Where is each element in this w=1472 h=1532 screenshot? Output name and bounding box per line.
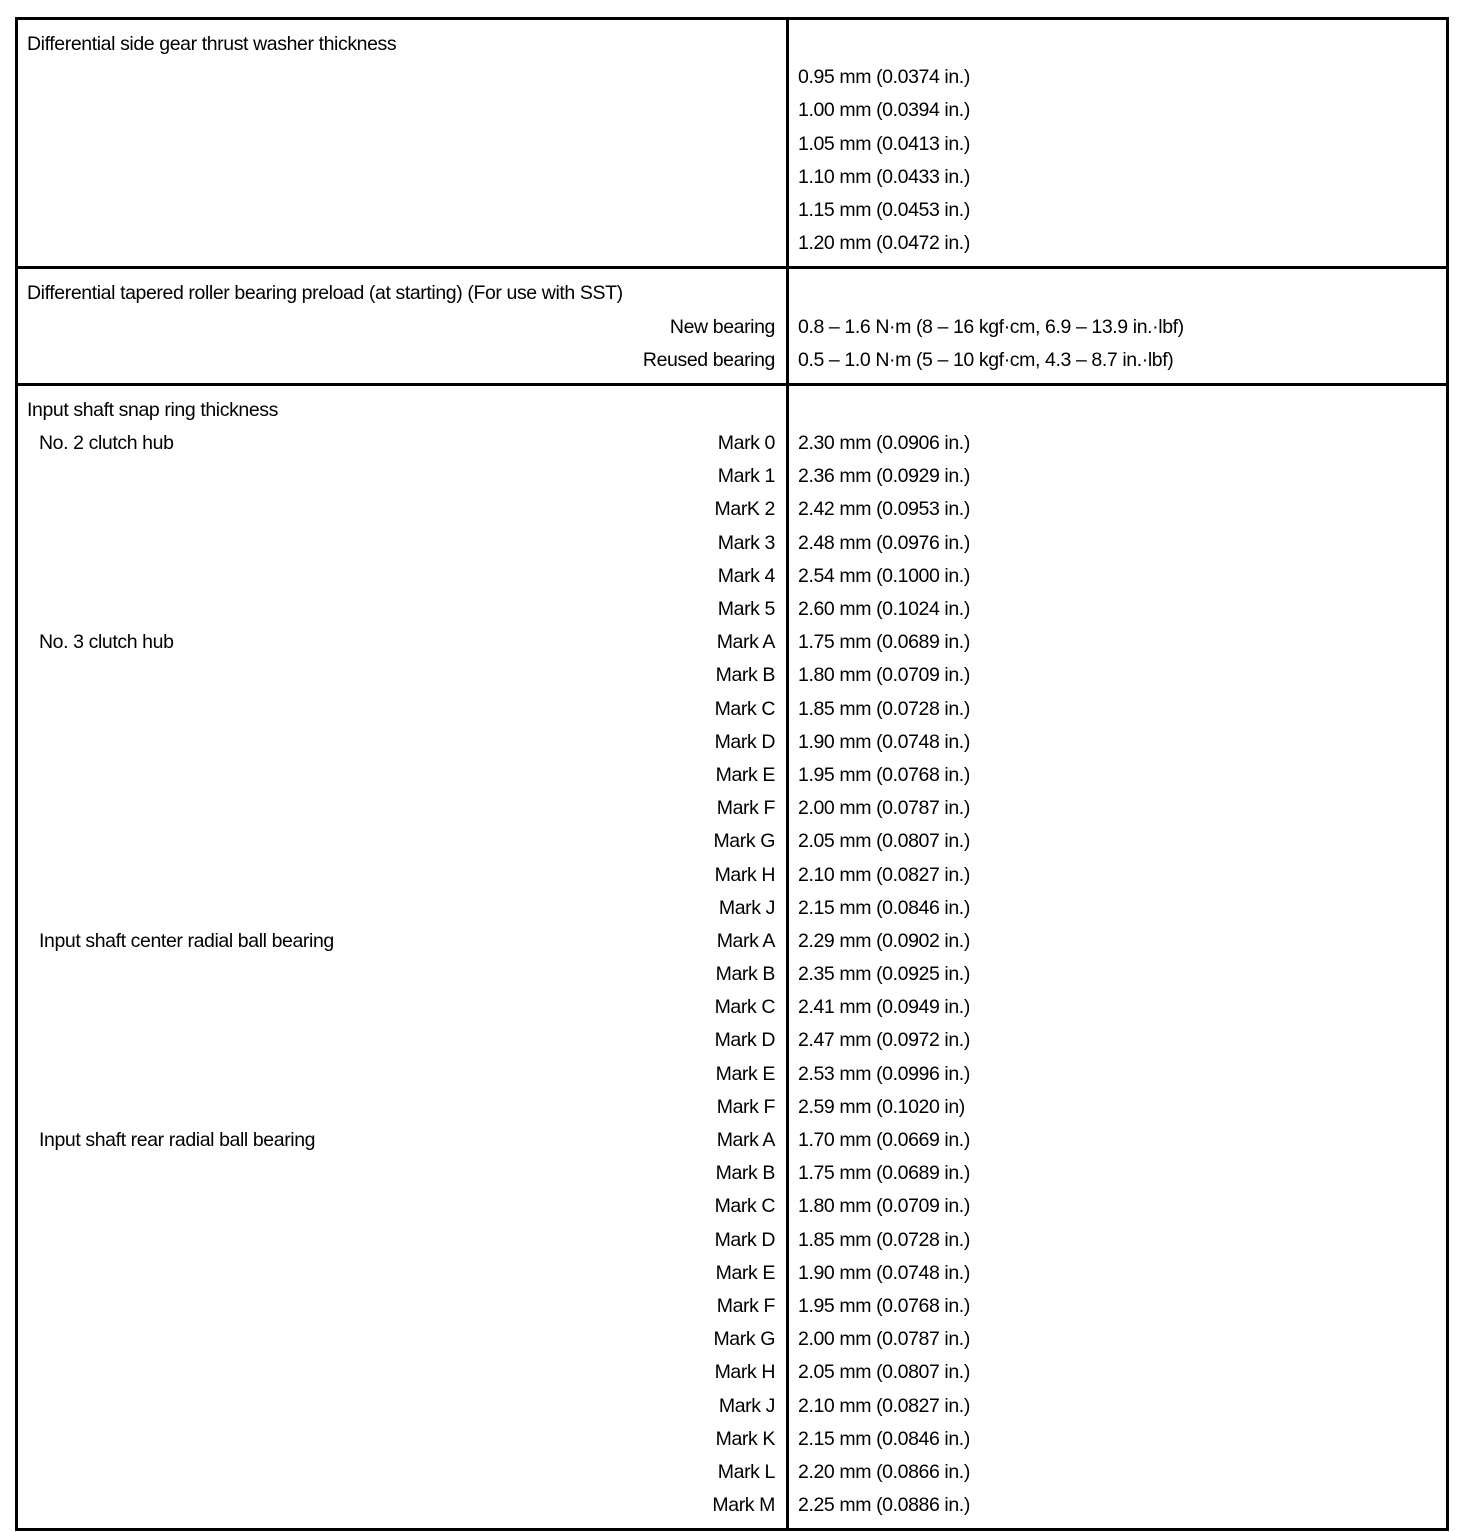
spec-row [17,693,1448,726]
item-label [27,991,715,1024]
spec-row [17,1190,1448,1223]
item-cell [17,311,788,344]
spec-value: 1.10 mm (0.0433 in.) [798,165,970,188]
value-cell [788,194,1448,227]
item-cell [17,1024,788,1057]
spec-row [17,626,1448,659]
spec-row [17,1224,1448,1257]
section-title-row [17,19,1448,62]
item-label [27,958,716,991]
mark-label: Mark G [713,830,775,853]
spec-value: 0.8 – 1.6 N·m (8 – 16 kgf·cm, 6.9 – 13.9 in.·lbf) [798,315,1184,338]
item-cell [17,958,788,991]
value-cell [788,1390,1448,1423]
item-cell [17,726,788,759]
value-cell [788,593,1448,626]
value-cell [788,1257,1448,1290]
value-cell [788,1091,1448,1124]
item-label [27,759,716,792]
spec-value: 1.80 mm (0.0709 in.) [798,1195,970,1218]
mark-label: Mark 1 [717,465,775,488]
item-label [27,593,718,626]
spec-value: 1.95 mm (0.0768 in.) [798,1294,970,1317]
item-label [27,1091,717,1124]
spec-row [17,659,1448,692]
mark-label: Mark 5 [717,598,775,620]
spec-value: 2.48 mm (0.0976 in.) [798,531,970,554]
spec-row [17,859,1448,892]
spec-value: 0.5 – 1.0 N·m (5 – 10 kgf·cm, 4.3 – 8.7 in.·lbf) [798,348,1174,371]
spec-value: 1.90 mm (0.0748 in.) [798,730,970,753]
item-label [27,460,718,493]
mark-label: Mark C [714,1195,775,1218]
spec-value: 1.70 mm (0.0669 in.) [798,1129,970,1151]
item-cell [17,527,788,560]
spec-row [17,1323,1448,1356]
spec-row [17,527,1448,560]
item-label [27,161,775,194]
spec-value: 2.41 mm (0.0949 in.) [798,996,970,1019]
mark-label: Mark H [714,1361,775,1384]
spec-value: 2.15 mm (0.0846 in.) [798,896,970,919]
spec-value: 2.35 mm (0.0925 in.) [798,963,970,986]
value-cell [788,1356,1448,1389]
spec-row [17,892,1448,925]
spec-row [17,460,1448,493]
mark-label: Mark K [715,1427,775,1450]
spec-row [17,1489,1448,1530]
value-cell [788,1290,1448,1323]
item-label [27,1456,718,1489]
value-cell [788,1423,1448,1456]
item-label [27,1024,715,1057]
spec-value: 2.54 mm (0.1000 in.) [798,564,970,587]
mark-label: Mark B [715,1162,775,1185]
spec-value: 2.29 mm (0.0902 in.) [798,929,970,952]
value-cell [788,427,1448,460]
spec-value: 2.00 mm (0.0787 in.) [798,1328,970,1351]
item-cell [17,759,788,792]
mark-label: Mark A [716,929,775,952]
spec-value: 2.59 mm (0.1020 in) [798,1095,965,1118]
spec-row [17,311,1448,344]
value-cell [788,1456,1448,1489]
mark-label: Mark H [714,863,775,886]
value-cell [788,859,1448,892]
spec-row [17,726,1448,759]
mark-label: Mark E [715,1062,775,1085]
spec-value: 1.85 mm (0.0728 in.) [798,1228,970,1251]
spec-value: 2.15 mm (0.0846 in.) [798,1427,970,1450]
spec-row [17,825,1448,858]
spec-row [17,1423,1448,1456]
value-cell [788,759,1448,792]
mark-label: Mark D [714,1228,775,1251]
mark-label: Mark 4 [717,564,775,587]
value-cell [788,1224,1448,1257]
item-cell [17,268,788,311]
item-cell [17,227,788,268]
value-cell [788,527,1448,560]
item-cell [17,1323,788,1356]
spec-value: 2.10 mm (0.0827 in.) [798,863,970,886]
item-cell [17,460,788,493]
spec-row [17,759,1448,792]
value-cell [788,925,1448,958]
spec-value: 2.42 mm (0.0953 in.) [798,498,970,521]
spec-value: 2.60 mm (0.1024 in.) [798,598,970,620]
mark-label: Reused bearing [642,348,775,371]
spec-row [17,493,1448,526]
spec-value: 1.05 mm (0.0413 in.) [798,132,970,155]
mark-label: Mark J [718,1394,775,1417]
spec-row [17,792,1448,825]
item-cell [17,1058,788,1091]
section-title-row [17,384,1448,427]
item-cell [17,128,788,161]
spec-row [17,593,1448,626]
item-cell [17,1157,788,1190]
mark-label: Mark B [715,963,775,986]
mark-label: Mark D [714,730,775,753]
value-cell [788,493,1448,526]
item-cell [17,892,788,925]
mark-label: New bearing [669,315,775,338]
item-label: Input shaft rear radial ball bearing [39,1129,316,1151]
mark-label: Mark E [715,763,775,786]
spec-value: 2.00 mm (0.0787 in.) [798,797,970,820]
value-cell [788,268,1448,311]
item-cell [17,1190,788,1223]
spec-value: 0.95 mm (0.0374 in.) [798,66,970,89]
item-label [27,892,719,925]
item-label [27,1157,716,1190]
mark-label: Mark M [712,1494,775,1517]
value-cell [788,19,1448,62]
spec-row [17,128,1448,161]
spec-row [17,61,1448,94]
item-cell [17,1390,788,1423]
section-title: Differential side gear thrust washer thickness [27,33,397,55]
item-cell [17,493,788,526]
spec-row [17,958,1448,991]
spec-table-body [17,19,1448,1530]
value-cell [788,61,1448,94]
value-cell [788,560,1448,593]
spec-value: 2.47 mm (0.0972 in.) [798,1029,970,1052]
spec-row [17,1390,1448,1423]
item-label [27,527,718,560]
item-cell [17,1489,788,1530]
value-cell [788,227,1448,268]
spec-value: 1.75 mm (0.0689 in.) [798,1162,970,1185]
item-cell [17,593,788,626]
spec-value: 2.25 mm (0.0886 in.) [798,1494,970,1517]
spec-row [17,1091,1448,1124]
mark-label: Mark D [714,1029,775,1052]
item-cell [17,61,788,94]
item-label [27,344,643,377]
item-cell [17,1356,788,1389]
mark-label: Mark F [716,1095,775,1118]
value-cell [788,1124,1448,1157]
item-label [27,1290,717,1323]
spec-row [17,94,1448,127]
item-label: No. 3 clutch hub [39,631,174,654]
item-label [27,61,775,94]
value-cell [788,384,1448,427]
spec-value: 1.95 mm (0.0768 in.) [798,763,970,786]
item-label [27,1323,713,1356]
item-label [27,792,717,825]
item-cell [17,859,788,892]
item-cell [17,991,788,1024]
value-cell [788,94,1448,127]
item-label [27,825,713,858]
spec-value: 1.15 mm (0.0453 in.) [798,198,970,221]
spec-row [17,1356,1448,1389]
item-cell [17,659,788,692]
item-cell [17,344,788,385]
item-cell [17,925,788,958]
item-label [27,493,715,526]
item-label [27,1356,715,1389]
mark-label: Mark E [715,1261,775,1284]
value-cell [788,344,1448,385]
item-cell [17,1423,788,1456]
spec-value: 1.00 mm (0.0394 in.) [798,99,970,122]
mark-label: Mark 3 [717,531,775,554]
item-cell [17,1091,788,1124]
spec-row [17,427,1448,460]
item-cell [17,1257,788,1290]
value-cell [788,460,1448,493]
value-cell [788,1058,1448,1091]
mark-label: MarK 2 [714,498,775,521]
mark-label: Mark J [718,896,775,919]
value-cell [788,693,1448,726]
spec-value: 2.05 mm (0.0807 in.) [798,1361,970,1384]
item-label: Input shaft center radial ball bearing [39,929,334,952]
item-label [27,311,670,344]
item-label [27,1190,715,1223]
value-cell [788,311,1448,344]
spec-value: 2.05 mm (0.0807 in.) [798,830,970,853]
item-label: No. 2 clutch hub [39,432,174,455]
mark-label: Mark F [716,797,775,820]
item-cell [17,792,788,825]
spec-row [17,991,1448,1024]
spec-row [17,227,1448,268]
mark-label: Mark 0 [717,432,775,455]
spec-row [17,194,1448,227]
spec-row [17,1456,1448,1489]
item-label [27,726,715,759]
spec-value: 2.53 mm (0.0996 in.) [798,1062,970,1085]
mark-label: Mark C [714,697,775,720]
spec-table [15,17,1449,1531]
value-cell [788,1190,1448,1223]
mark-label: Mark B [715,664,775,687]
spec-value: 2.36 mm (0.0929 in.) [798,465,970,488]
spec-value: 1.80 mm (0.0709 in.) [798,664,970,687]
value-cell [788,825,1448,858]
section-title: Input shaft snap ring thickness [27,398,279,421]
spec-value: 1.75 mm (0.0689 in.) [798,631,970,654]
mark-label: Mark L [717,1460,775,1483]
item-label [27,128,775,161]
item-label [27,1224,715,1257]
value-cell [788,958,1448,991]
value-cell [788,128,1448,161]
spec-value: 2.10 mm (0.0827 in.) [798,1394,970,1417]
spec-row [17,560,1448,593]
item-cell [17,825,788,858]
spec-row [17,925,1448,958]
value-cell [788,892,1448,925]
mark-label: Mark F [716,1294,775,1317]
mark-label: Mark A [716,631,775,654]
item-label [27,693,715,726]
spec-row [17,344,1448,385]
item-cell [17,19,788,62]
value-cell [788,161,1448,194]
item-cell [17,161,788,194]
mark-label: Mark A [716,1129,775,1151]
item-cell [17,626,788,659]
value-cell [788,626,1448,659]
value-cell [788,659,1448,692]
spec-row [17,1290,1448,1323]
spec-value: 2.30 mm (0.0906 in.) [798,432,970,455]
item-cell [17,560,788,593]
spec-value: 2.20 mm (0.0866 in.) [798,1460,970,1483]
section-title: Differential tapered roller bearing preload (at starting) (For use with SST) [27,282,623,305]
value-cell [788,1489,1448,1530]
item-cell [17,94,788,127]
mark-label: Mark C [714,996,775,1019]
item-label [27,859,715,892]
spec-value: 1.85 mm (0.0728 in.) [798,697,970,720]
item-label [27,1423,716,1456]
item-cell [17,194,788,227]
value-cell [788,1157,1448,1190]
item-cell [17,1224,788,1257]
item-cell [17,427,788,460]
item-label [27,227,775,260]
item-label [27,1058,716,1091]
value-cell [788,792,1448,825]
item-label [27,659,716,692]
item-cell [17,693,788,726]
item-cell [17,1456,788,1489]
spec-value: 1.20 mm (0.0472 in.) [798,232,970,255]
spec-row [17,1058,1448,1091]
value-cell [788,726,1448,759]
value-cell [788,991,1448,1024]
item-cell [17,1290,788,1323]
item-cell [17,1124,788,1157]
value-cell [788,1024,1448,1057]
spec-row [17,1157,1448,1190]
item-label [27,1489,712,1522]
item-label [27,194,775,227]
mark-label: Mark G [713,1328,775,1351]
spec-row [17,1024,1448,1057]
value-cell [788,1323,1448,1356]
item-label [27,1257,716,1290]
item-label [27,94,775,127]
spec-row [17,161,1448,194]
spec-row [17,1257,1448,1290]
item-label [27,560,718,593]
item-label [27,1390,719,1423]
spec-value: 1.90 mm (0.0748 in.) [798,1261,970,1284]
section-title-row [17,268,1448,311]
spec-row [17,1124,1448,1157]
item-cell [17,384,788,427]
